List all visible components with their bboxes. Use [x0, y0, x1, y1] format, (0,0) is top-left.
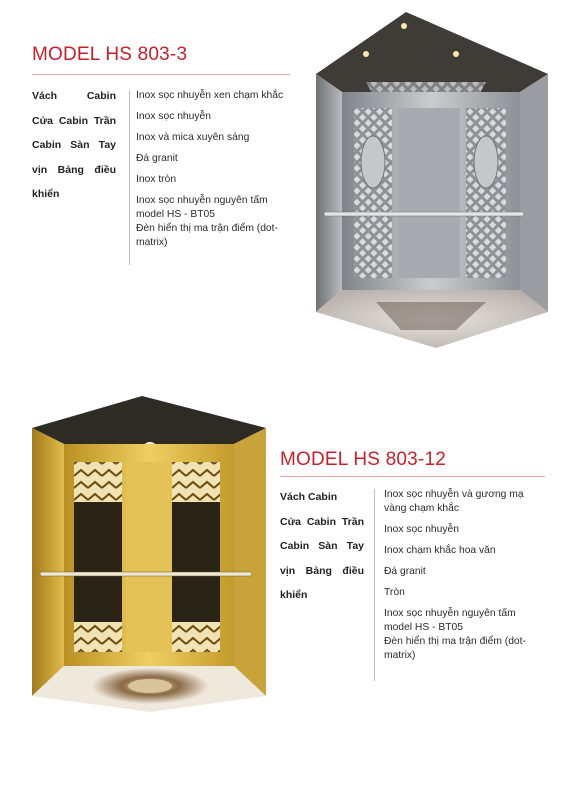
spec-value: Inox sọc nhuyễn nguyên tấm model HS - BT05	[136, 195, 268, 220]
spec-label-line: Vách Cabin	[280, 491, 338, 503]
model1-title: MODEL HS 803-3	[32, 44, 188, 65]
spec-label-line: vịn Bảng điều	[280, 564, 364, 577]
spec-value: Inox sọc nhuyễn nguyên tấm model HS - BT05	[384, 608, 516, 633]
spec-value: Đá granit	[136, 153, 178, 164]
spec-value: Inox sọc nhuyễn	[384, 524, 459, 535]
spec-value: Inox chạm khắc hoa văn	[384, 545, 496, 556]
spec-label-line: khiển	[32, 188, 60, 200]
model1-labels	[32, 84, 116, 207]
spec-value: Đèn hiển thị ma trận điểm (dot-matrix)	[136, 223, 278, 248]
spec-value: Inox tròn	[136, 174, 177, 185]
spec-label-line: Cabin Sàn Tay	[32, 139, 116, 151]
model2-title: MODEL HS 803-12	[280, 449, 446, 470]
spec-value: Đèn hiển thị ma trận điểm (dot-matrix)	[384, 636, 526, 661]
spec-value: Inox sọc nhuyễn và gương mạ vàng chạm khắc	[384, 489, 524, 514]
model2-labels	[280, 485, 364, 608]
model2-title-rule	[280, 476, 545, 477]
spec-label-line: Cửa Cabin Trần	[32, 114, 116, 127]
spec-label-line: Vách Cabin	[32, 90, 116, 102]
model2-specs	[384, 488, 544, 670]
spec-label-line: khiển	[280, 589, 308, 601]
spec-label-line: Cabin Sàn Tay	[280, 540, 364, 552]
spec-value: Tròn	[384, 587, 405, 598]
spec-value: Inox và mica xuyên sáng	[136, 132, 250, 143]
spec-label-line: vịn Bảng điều	[32, 163, 116, 176]
spec-value: Inox sọc nhuyễn xen chạm khắc	[136, 90, 284, 101]
silver-cabin-image	[306, 12, 554, 350]
model1-title-rule	[32, 74, 290, 75]
model2-divider	[374, 489, 375, 681]
spec-label-line: Cửa Cabin Trần	[280, 515, 364, 528]
gold-cabin-image	[32, 396, 268, 712]
spec-value: Đá granit	[384, 566, 426, 577]
model1-specs	[136, 89, 286, 257]
spec-value: Inox sọc nhuyễn	[136, 111, 211, 122]
model1-divider	[129, 90, 130, 265]
